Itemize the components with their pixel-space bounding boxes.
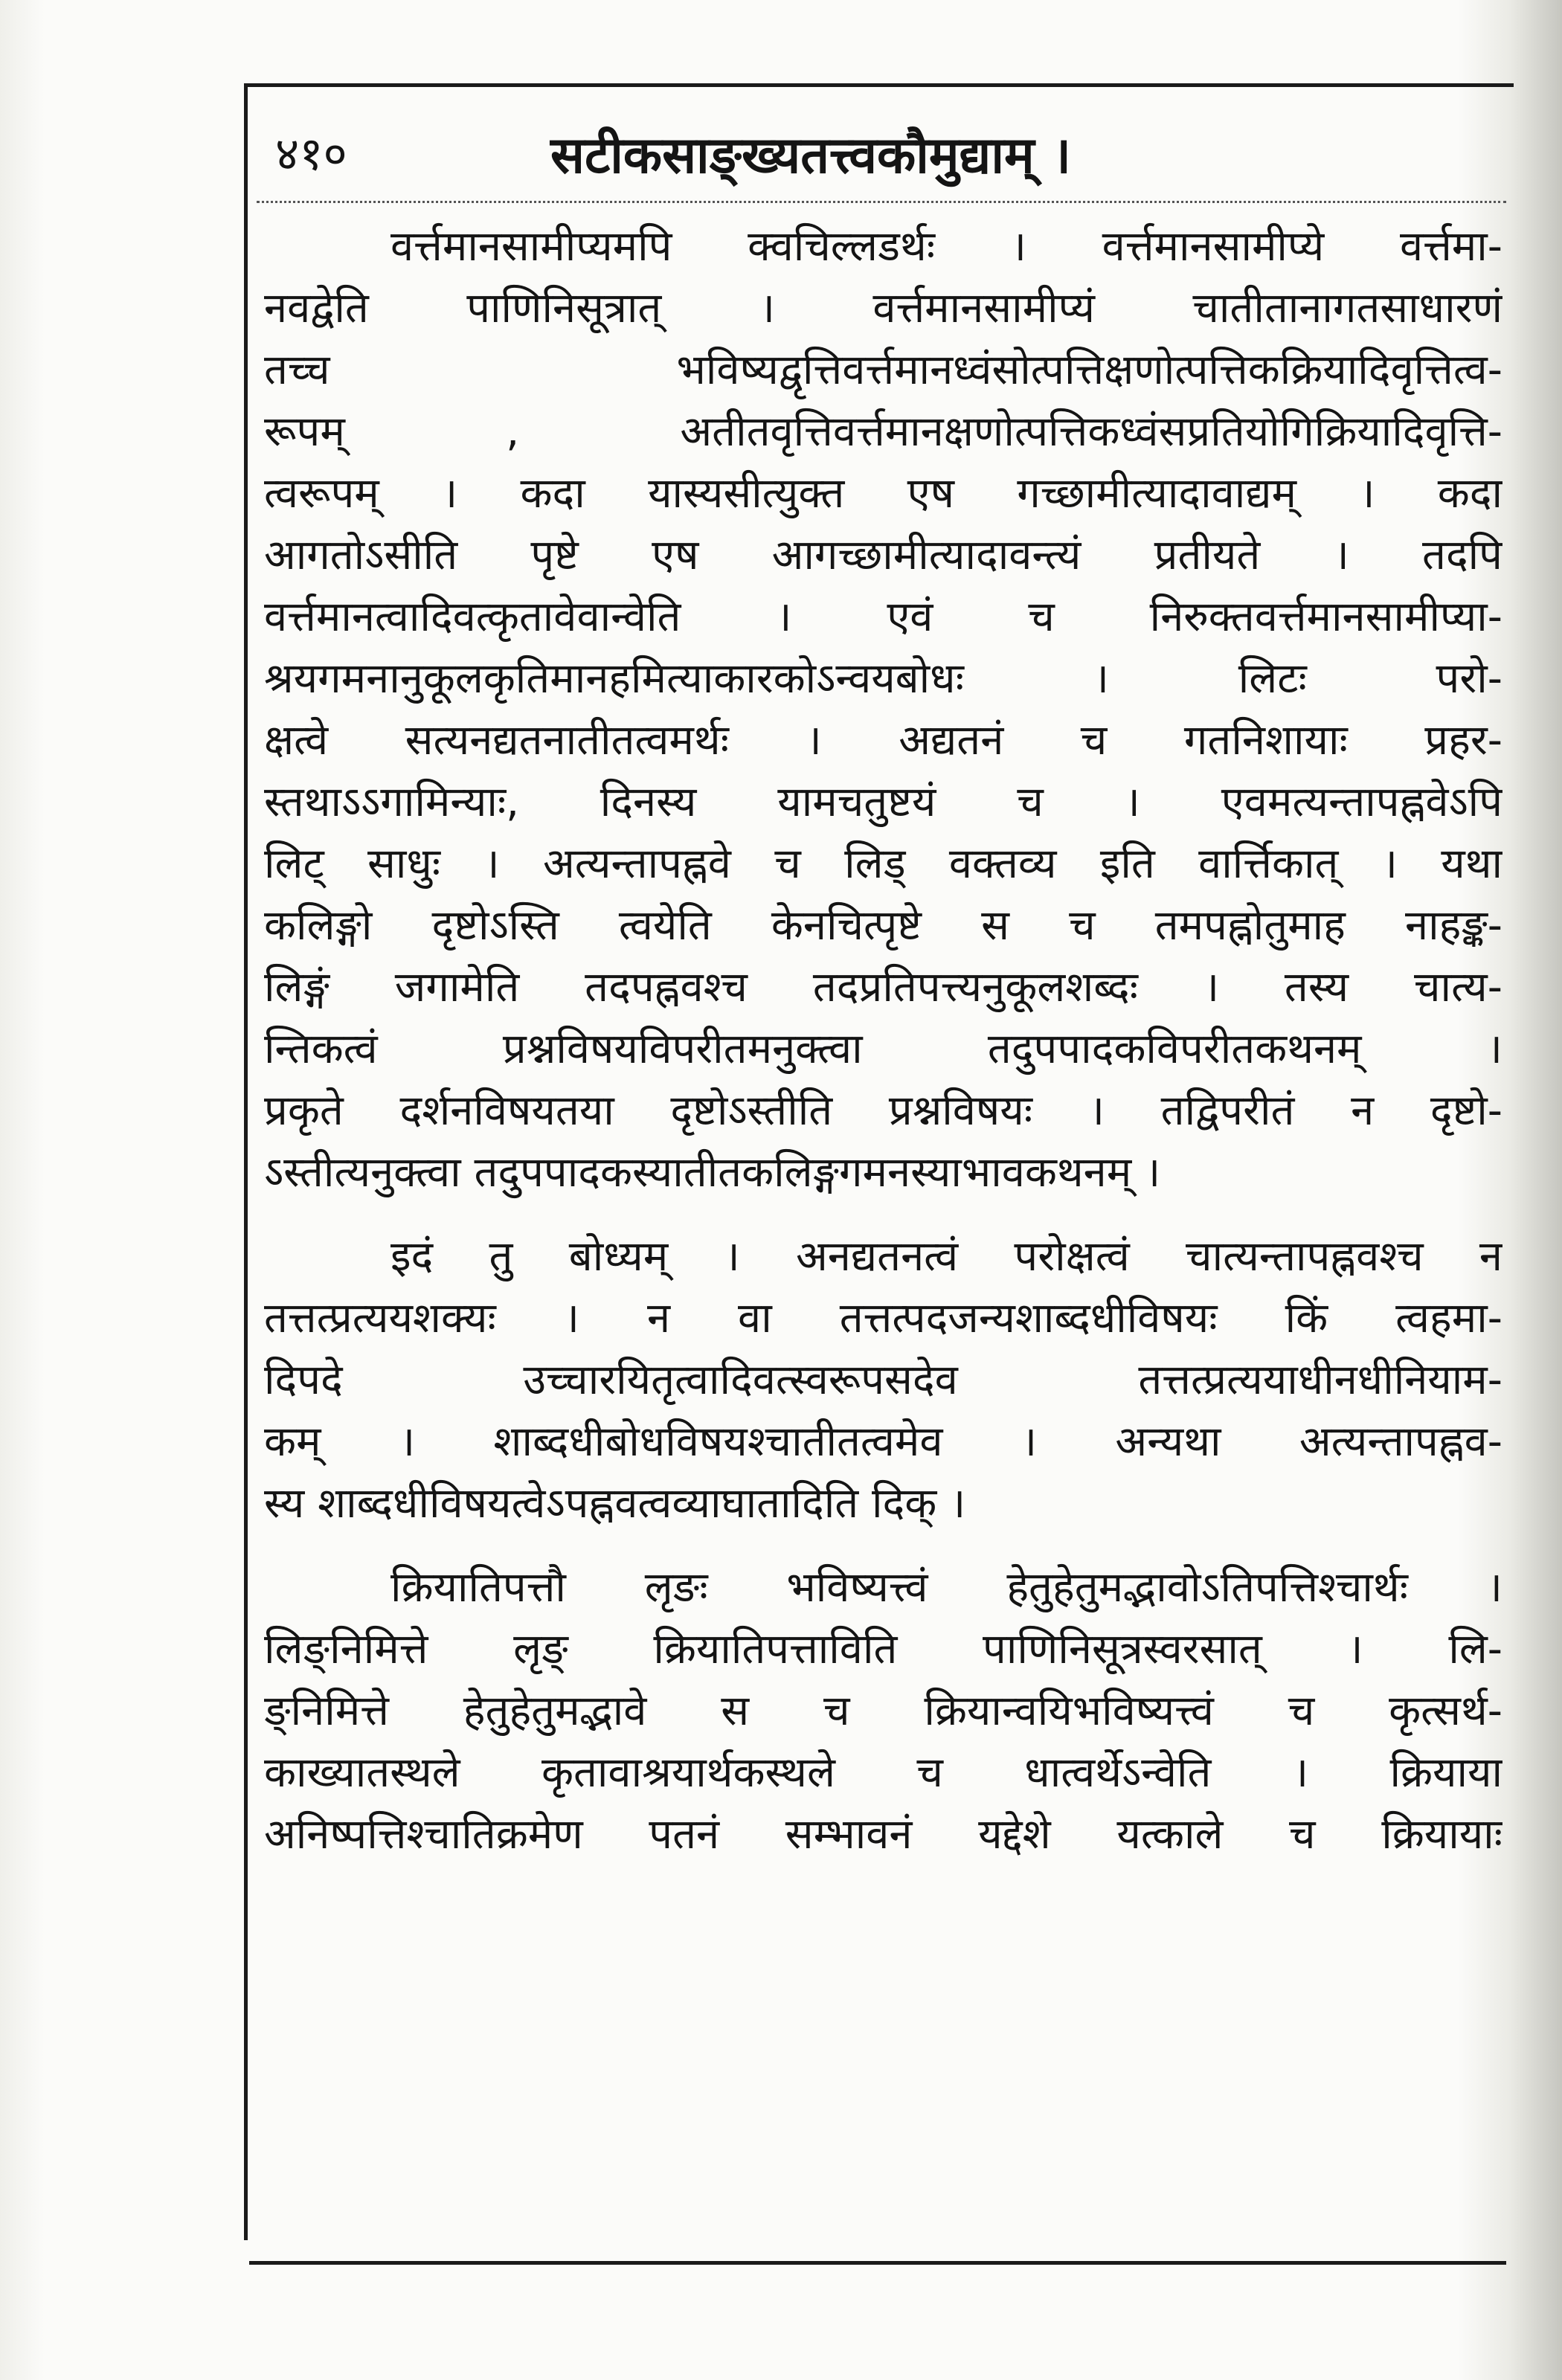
paragraph-2 [264, 1226, 1502, 1534]
text-line: श्रयगमनानुकूलकृतिमानहमित्याकारकोऽन्वयबोधः । लिटः परो- [264, 654, 1502, 703]
text-line: लिट् साधुः । अत्यन्तापह्नवे च लिड् वक्तव्य इति वार्त्तिकात् । यथा [264, 840, 1502, 888]
page-number: ४१० [275, 126, 347, 181]
text-line: रूपम् , अतीतवृत्तिवर्त्तमानक्षणोत्पत्तिकध्वंसप्रतियोगिक्रियादिवृत्ति- [264, 408, 1502, 456]
text-line: प्रकृते दर्शनविषयतया दृष्टोऽस्तीति प्रश्नविषयः । तद्विपरीतं न दृष्टो- [264, 1087, 1502, 1135]
text-line: ऽस्तीत्यनुक्त्वा तदुपपादकस्यातीतकलिङ्गगमनस्याभावकथनम् । [264, 1148, 1161, 1197]
text-line: वर्त्तमानसामीप्यमपि क्वचिल्लडर्थः । वर्त्तमानसामीप्ये वर्त्तमा- [390, 222, 1502, 271]
text-line: स्य शाब्दधीविषयत्वेऽपह्नवत्वव्याघातादिति दिक् । [264, 1479, 966, 1528]
text-line: तत्तत्प्रत्ययशक्यः । न वा तत्तत्पदजन्यशाब्दधीविषयः किं त्वहमा- [264, 1294, 1502, 1342]
text-line: कलिङ्गो दृष्टोऽस्ति त्वयेति केनचित्पृष्टे स च तमपह्नोतुमाह नाहङ्क- [264, 901, 1502, 950]
text-line: दिपदे उच्चारयितृत्वादिवत्स्वरूपसदेव तत्तत्प्रत्ययाधीनधीनियाम- [264, 1356, 1502, 1404]
text-line: ङ्निमित्ते हेतुहेतुमद्भावे स च क्रियान्वयिभविष्यत्त्वं च कृत्सर्थ- [264, 1687, 1502, 1735]
text-line: न्तिकत्वं प्रश्नविषयविपरीतमनुक्त्वा तदुपपादकविपरीतकथनम् । [264, 1025, 1502, 1073]
paragraph-3 [264, 1557, 1502, 1865]
text-line: कम् । शाब्दधीबोधविषयश्चातीतत्वमेव । अन्यथा अत्यन्तापह्नव- [264, 1418, 1502, 1466]
text-line: लिङ्निमित्ते लृङ् क्रियातिपत्ताविति पाणिनिसूत्रस्वरसात् । लि- [264, 1625, 1502, 1673]
text-line: नवद्वेति पाणिनिसूत्रात् । वर्त्तमानसामीप्यं चातीतानागतसाधारणं [264, 284, 1502, 332]
paragraph-1 [264, 216, 1502, 1203]
text-line: स्तथाऽऽगामिन्याः, दिनस्य यामचतुष्टयं च । एवमत्यन्तापह्नवेऽपि [264, 778, 1502, 826]
page-frame-bottom-rule [249, 2261, 1506, 2265]
text-line: लिङ्गं जगामेति तदपह्नवश्च तदप्रतिपत्त्यनुकूलशब्दः । तस्य चात्य- [264, 963, 1502, 1012]
body-text [264, 216, 1502, 1865]
running-header [260, 112, 1510, 193]
text-line: आगतोऽसीति पृष्टे एष आगच्छामीत्यादावन्त्यं प्रतीयते । तदपि [264, 531, 1502, 579]
page-frame-top-rule [245, 83, 1514, 87]
text-line: क्षत्वे सत्यनद्यतनातीतत्वमर्थः । अद्यतनं च गतनिशायाः प्रहर- [264, 716, 1502, 765]
paragraph-gap [264, 1203, 1502, 1226]
page-frame-left-rule [244, 83, 248, 2240]
text-line: तच्च भविष्यद्वृत्तिवर्त्तमानध्वंसोत्पत्तिक्षणोत्पत्तिकक्रियादिवृत्तित्व- [264, 346, 1502, 394]
text-line: त्वरूपम् । कदा यास्यसीत्युक्त एष गच्छामीत्यादावाद्यम् । कदा [264, 469, 1502, 518]
text-line: इदं तु बोध्यम् । अनद्यतनत्वं परोक्षत्वं चात्यन्तापह्नवश्च न [390, 1232, 1502, 1281]
running-title: सटीकसाङ्ख्यतत्त्वकौमुद्याम् । [550, 126, 1072, 185]
text-line: क्रियातिपत्तौ लृङः भविष्यत्त्वं हेतुहेतुमद्भावोऽतिपत्तिश्चार्थः । [390, 1563, 1502, 1612]
text-line: काख्यातस्थले कृतावाश्रयार्थकस्थले च धात्वर्थेऽन्वेति । क्रियाया [264, 1749, 1502, 1797]
scan-shadow [1510, 0, 1562, 2380]
text-line: वर्त्तमानत्वादिवत्कृतावेवान्वेति । एवं च निरुक्तवर्त्तमानसामीप्या- [264, 593, 1502, 641]
text-line: अनिष्पत्तिश्चातिक्रमेण पतनं सम्भावनं यद्देशे यत्काले च क्रियायाः [264, 1810, 1502, 1859]
header-dotted-rule [257, 201, 1506, 203]
paragraph-gap [264, 1534, 1502, 1557]
